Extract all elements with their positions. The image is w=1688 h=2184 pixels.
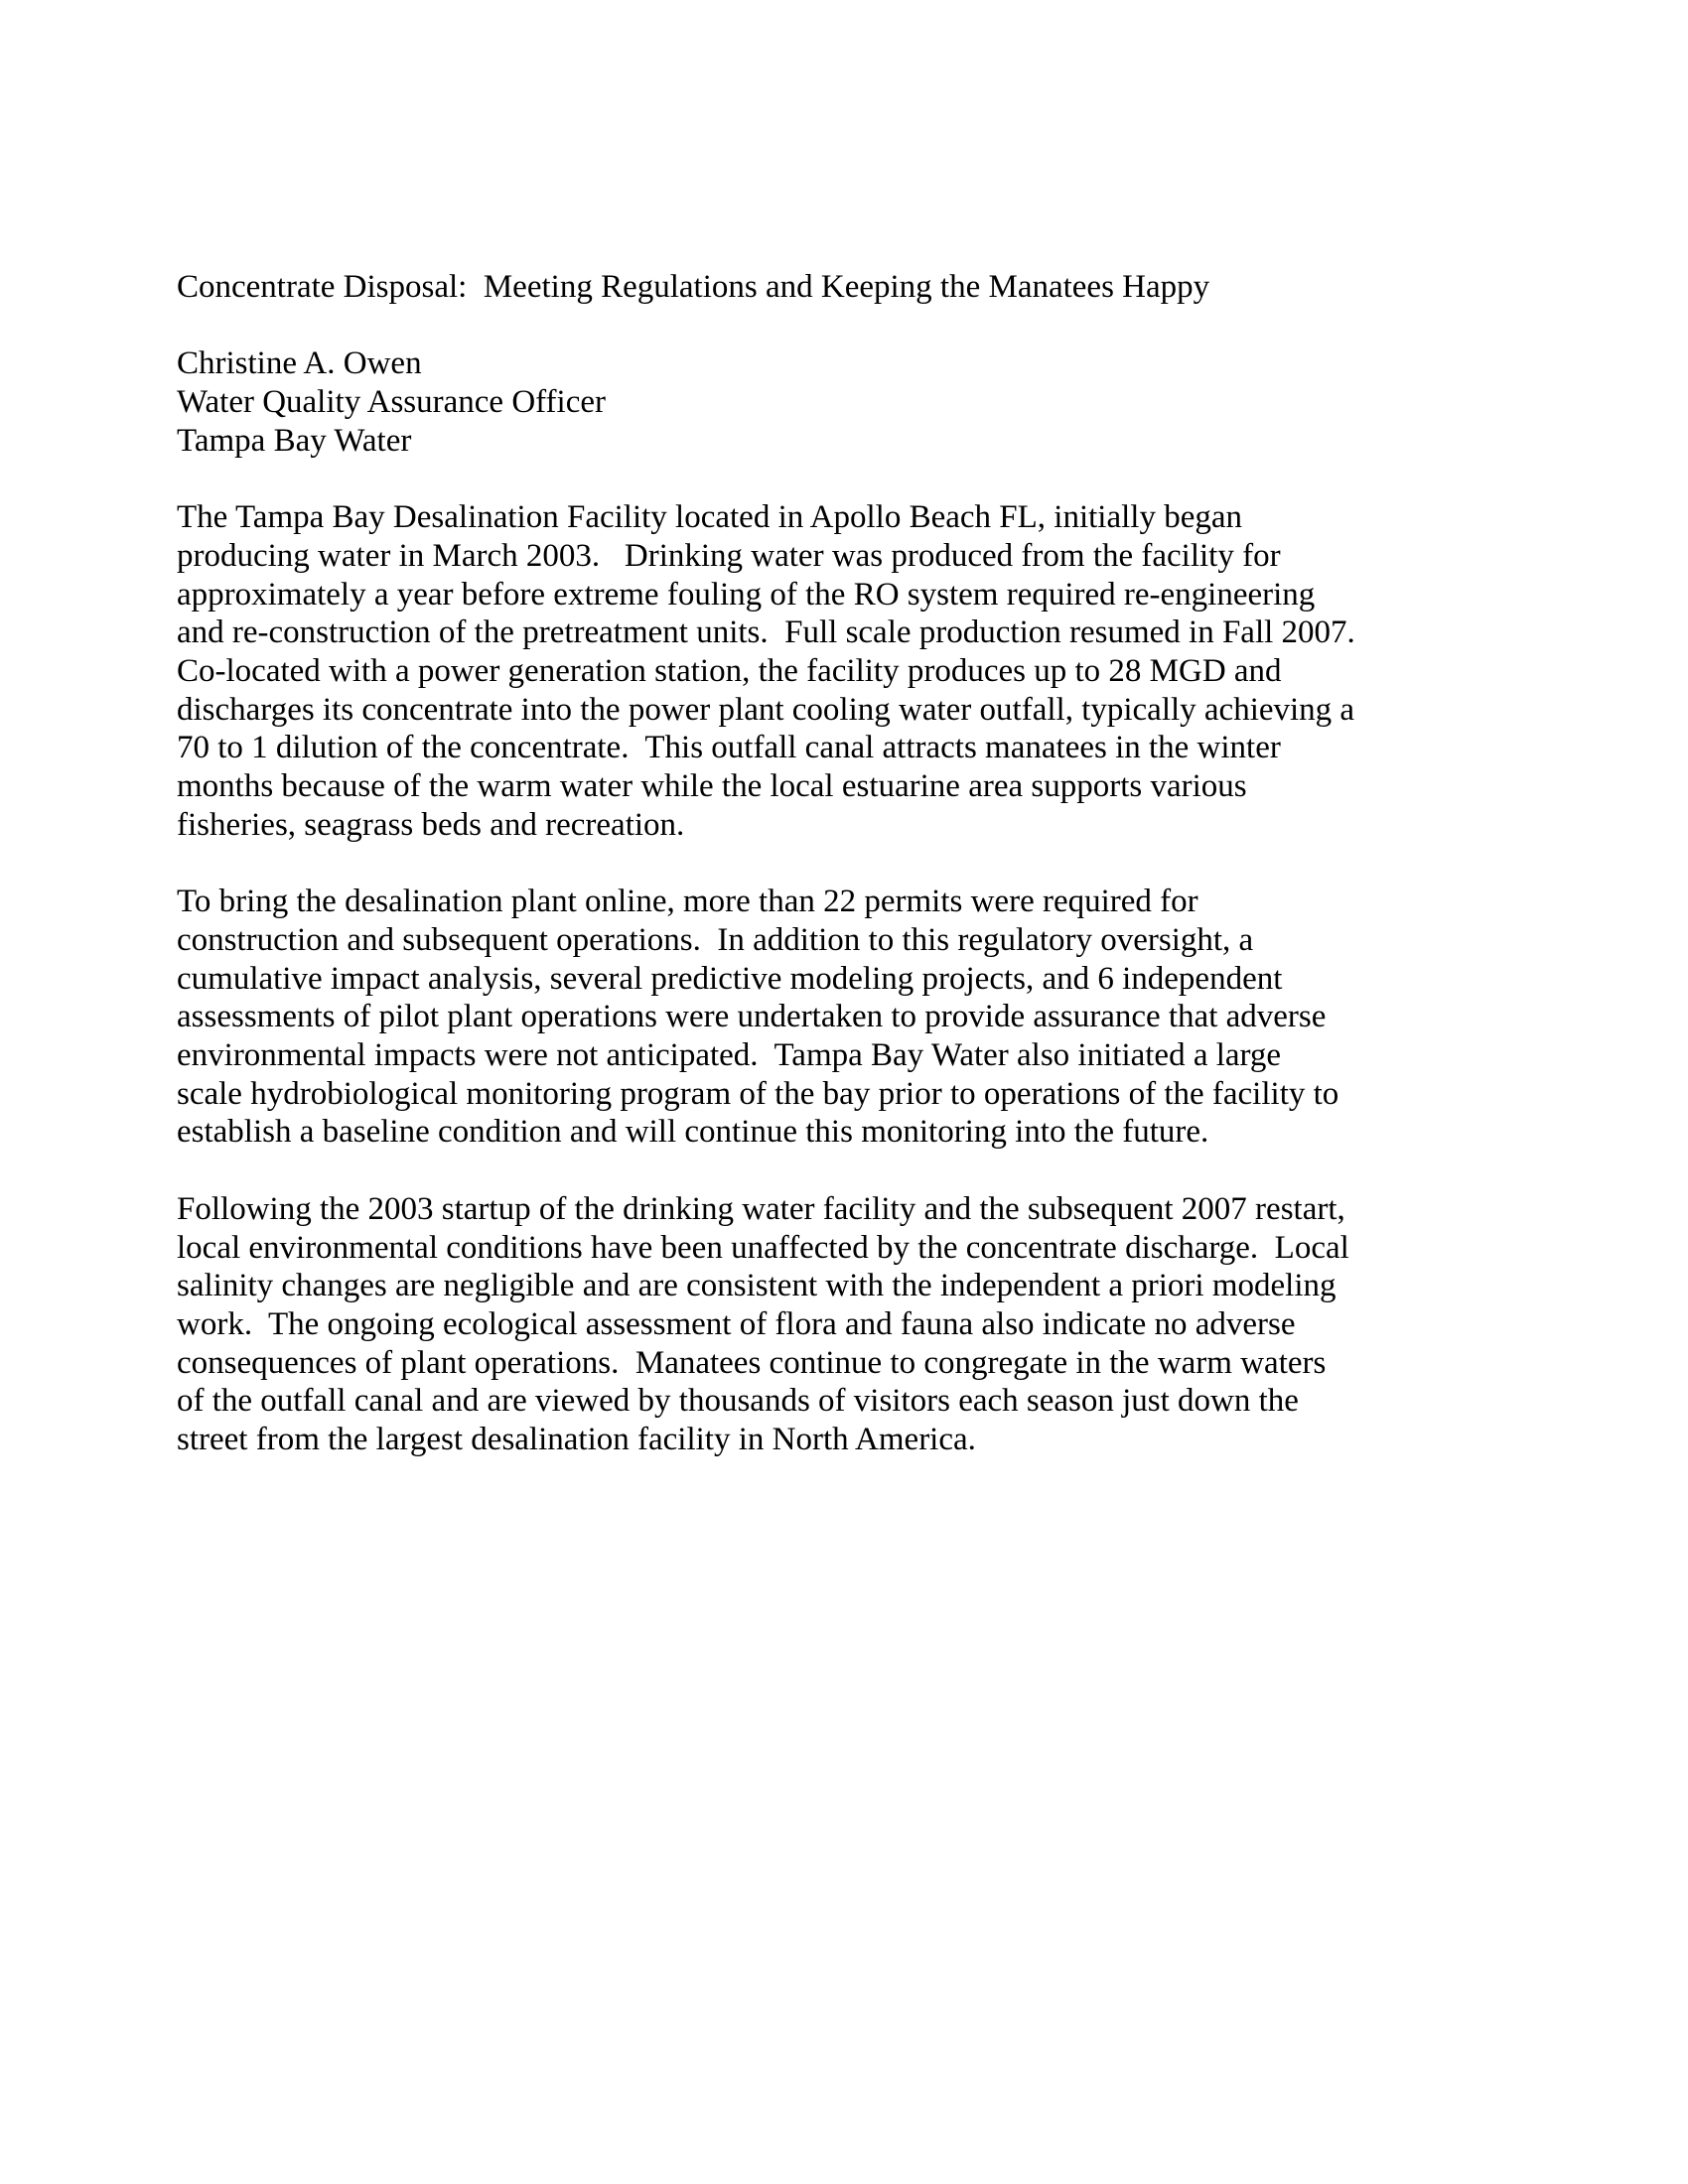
text-line: producing water in March 2003. Drinking water was produced from the facility for <box>177 537 1281 574</box>
text-line: Tampa Bay Water <box>177 422 412 459</box>
document-content <box>177 268 1468 1459</box>
author-block <box>177 344 1468 460</box>
text-line: Co-located with a power generation station, the facility produces up to 28 MGD and <box>177 653 1282 689</box>
document-title: Concentrate Disposal: Meeting Regulations and Keeping the Manatees Happy <box>177 269 1210 305</box>
text-line: months because of the warm water while the local estuarine area supports various <box>177 768 1247 805</box>
text-line: Water Quality Assurance Officer <box>177 384 606 421</box>
text-line: and re-construction of the pretreatment units. Full scale production resumed in Fall 2007. <box>177 614 1355 651</box>
text-line: Following the 2003 startup of the drinking water facility and the subsequent 2007 restart, <box>177 1190 1345 1227</box>
text-line: street from the largest desalination facility in North America. <box>177 1422 976 1458</box>
text-line: fisheries, seagrass beds and recreation. <box>177 806 685 843</box>
text-line: local environmental conditions have been unaffected by the concentrate discharge. Local <box>177 1229 1349 1266</box>
paragraph-permits-monitoring <box>177 883 1468 1152</box>
text-line: cumulative impact analysis, several predictive modeling projects, and 6 independent <box>177 960 1283 997</box>
text-line: work. The ongoing ecological assessment of flora and fauna also indicate no adverse <box>177 1305 1296 1342</box>
text-line: salinity changes are negligible and are consistent with the independent a priori modeling <box>177 1268 1336 1304</box>
text-line: To bring the desalination plant online, more than 22 permits were required for <box>177 884 1198 920</box>
text-line: environmental impacts were not anticipated. Tampa Bay Water also initiated a large <box>177 1037 1282 1074</box>
paragraph-facility-overview <box>177 498 1468 844</box>
text-line: approximately a year before extreme fouling of the RO system required re-engineering <box>177 576 1316 613</box>
text-line: establish a baseline condition and will continue this monitoring into the future. <box>177 1114 1209 1151</box>
text-line: Christine A. Owen <box>177 345 422 382</box>
text-line: construction and subsequent operations. In addition to this regulatory oversight, a <box>177 921 1254 958</box>
text-line: consequences of plant operations. Manatees continue to congregate in the warm waters <box>177 1344 1327 1381</box>
text-line: assessments of pilot plant operations were undertaken to provide assurance that adverse <box>177 999 1327 1035</box>
text-line: scale hydrobiological monitoring program of the bay prior to operations of the facility to <box>177 1075 1339 1112</box>
text-line: of the outfall canal and are viewed by thousands of visitors each season just down the <box>177 1383 1299 1420</box>
text-line: 70 to 1 dilution of the concentrate. This outfall canal attracts manatees in the winter <box>177 730 1281 766</box>
text-line: discharges its concentrate into the power plant cooling water outfall, typically achieving a <box>177 691 1355 728</box>
text-line: The Tampa Bay Desalination Facility located in Apollo Beach FL, initially began <box>177 499 1242 536</box>
paragraph-environmental-results <box>177 1190 1468 1459</box>
